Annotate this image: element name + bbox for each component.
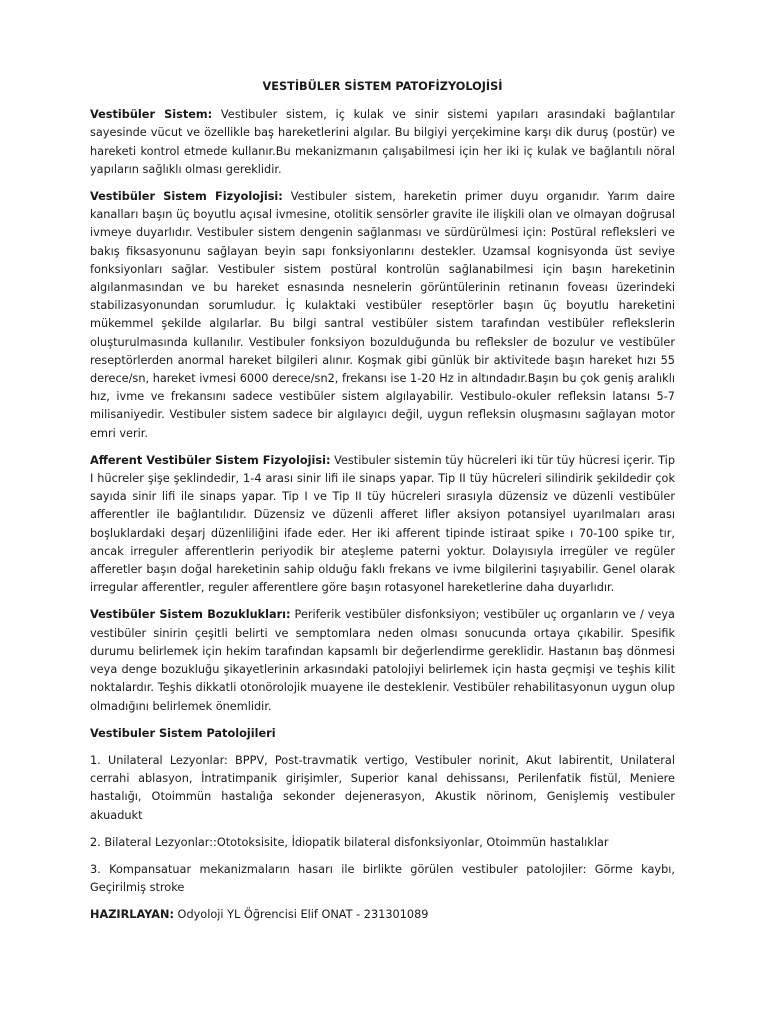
section-text: Vestibuler sistem, hareketin primer duyu organıdır. Yarım daire kanalları başın üç boyutlu açısal ivmesine, otolitik sensörler gravite ile ilişkili olan ve olmayan doğrusal ivmeye duyarlıdır. Vestibuler sistem dengenin sağlanması ve sürdürülmesi için: Postüral refleksleri ve bakış fiksasyonunu sağlayan beyin sapı fonksiyonlarını destekler. Uzamsal kognisyonda üst seviye fonksiyonları sağlar. Vestibuler sistem postüral kontrolün sağlanabilmesi için başın hareketinin algılanmasından ve bu hareket esnasında nesnelerin görüntülerinin retinanın foveası üzerindeki stabilizasyonundan sorumludur. İç kulaktaki vestibüler reseptörler başın üç boyutlu hareketini mükemmel şekilde algılarlar. Bu bilgi santral vestibüler sistem tarafından vestibüler reflekslerin oluşturulmasında kullanılır. Vestibuler fonksiyon bozulduğunda bu refleksler de bozulur ve vestibüler reseptörlerden anormal hareket bilgileri alınır. Koşmak gibi günlük bir aktivitede başın hareket hızı 55 derece/sn, hareket ivmesi 6000 derece/sn2, frekansı ise 1-20 Hz in altındadır.Başın bu çok geniş aralıklı hız, ivme ve frekansını sadece vestibüler sistem algılayabilir. Vestibulo-okuler refleksin latansı 5-7 milisaniyedir. Vestibuler sistem sadece bir algılayıcı değil, uygun refleksin oluşmasını sağlayan motor emri verir. (90, 190, 675, 440)
section-heading: Afferent Vestibüler Sistem Fizyolojisi: (90, 453, 331, 467)
section-text: Vestibuler sistemin tüy hücreleri iki tür tüy hücresi içerir. Tip I hücreler şişe şeklindedir, 1-4 arası sinir lifi ile sinaps yapar. Tip II tüy hücreleri silindirik şekildedir çok sayıda sinir lifi ile sinaps yapar. Tip I ve Tip II tüy hücreleri sırasıyla düzensiz ve düzenli vestibüler afferentler ile bağlantılıdır. Düzensiz ve düzenli afferet lifler aksiyon potansiyel uyarılmaları arası boşluklardaki deşarj düzenliliğini ifade eder. Her iki afferent tipinde istiraat spike ı 70-100 spike tır, ancak irreguler afferentlerin periyodik bir ateşleme paterni yoktur. Dolayısıyla irregüler ve regüler afferetler başın doğal hareketinin sahip olduğu faklı frekans ve ivme bilgilerini taşıyabilir. Genel olarak irregular afferentler, reguler afferentlere göre başın rotasyonel hareketlerine daha duyarlıdır. (90, 453, 675, 595)
section-afferent-physiology (90, 452, 675, 598)
section-heading: Vestibüler Sistem: (90, 108, 213, 122)
pathologies-heading: Vestibuler Sistem Patolojileri (90, 726, 276, 740)
section-vestibular-physiology (90, 188, 675, 443)
section-heading: Vestibüler Sistem Fizyolojisi: (90, 190, 283, 204)
section-text: Vestibuler sistem, iç kulak ve sinir sistemi yapıları arasındaki bağlantılar sayesinde vücut ve özellikle baş hareketlerini algılar. Bu bilgiyi yerçekimine karşı dik duruş (postür) ve hareketi kontrol etmede kullanır.Bu mekanizmanın çalışabilmesi için her iki iç kulak ve bağlantılı nöral yapıların sağlıklı olması gereklidir. (90, 108, 675, 176)
section-text: Periferik vestibüler disfonksiyon; vestibüler uç organların ve / veya vestibüler sinirin çeşitli belirti ve semptomlara neden olması sonucunda ortaya çıkabilir. Spesifik durumu belirlemek için hekim tarafından kapsamlı bir değerlendirme gereklidir. Hastanın baş dönmesi veya denge bozukluğu şikayetlerinin arkasındaki patolojiyi belirlemek için hasta geçmişi ve teşhis kilit noktalardır. Teşhis dikkatli otonörolojik muayene ile desteklenir. Vestibüler rehabilitasyonun uygun olup olmadığını belirlemek önemlidir. (90, 608, 675, 713)
section-vestibular-disorders (90, 606, 675, 715)
document-title: VESTİBÜLER SİSTEM PATOFİZYOLOJİSİ (262, 80, 503, 93)
author-label: HAZIRLAYAN: (90, 908, 174, 922)
pathology-item-unilateral: 1. Unilateral Lezyonlar: BPPV, Post-travmatik vertigo, Vestibuler norinit, Akut labirentit, Unilateral cerrahi ablasyon, İntratimpanik girişimler, Superior kanal dehissansı, Perilenfatik fistül, Meniere hastalığı, Otoimmün hastalığa sekonder dejenerasyon, Akustik nörinom, Genişlemiş vestibuler akuadukt (90, 753, 675, 822)
section-heading: Vestibüler Sistem Bozuklukları: (90, 608, 291, 622)
section-vestibular-system (90, 106, 675, 179)
author-line (90, 906, 675, 924)
document-body (90, 78, 675, 934)
pathology-item-bilateral: 2. Bilateral Lezyonlar::Ototoksisite, İdiopatik bilateral disfonksiyonlar, Otoimmün hastalıklar (90, 835, 609, 849)
pathology-item-compensatory: 3. Kompansatuar mekanizmaların hasarı ile birlikte görülen vestibuler patolojiler: Görme kaybı, Geçirilmiş stroke (90, 862, 675, 895)
author-text: Odyoloji YL Öğrencisi Elif ONAT - 231301089 (173, 908, 429, 922)
